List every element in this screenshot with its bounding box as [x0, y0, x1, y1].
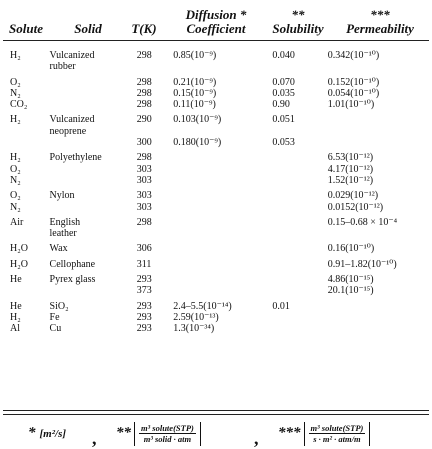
- table-row: [4, 255, 432, 270]
- cell-permeability: 0.152(10⁻¹⁰): [327, 76, 380, 88]
- cell-solute: H₂: [10, 311, 21, 323]
- cell-solid: Wax: [49, 243, 68, 255]
- table-row: [4, 110, 432, 125]
- cell-permeability: [328, 312, 432, 323]
- cell-temperature: 293: [136, 300, 152, 312]
- table-row: [4, 186, 432, 201]
- unit-solubility-denominator: m³ solid · atm: [143, 434, 192, 444]
- cell-solubility: [272, 126, 327, 137]
- cell-permeability: 20.1(10⁻¹⁵): [327, 285, 374, 297]
- cell-solute: [4, 61, 50, 72]
- cell-solubility: 0.01: [272, 300, 290, 312]
- unit-solubility: [116, 420, 201, 447]
- table-row: [4, 73, 432, 88]
- cell-solute: Air: [10, 216, 24, 228]
- cell-permeability: 6.53(10⁻¹²): [327, 152, 374, 164]
- cell-diffusion: 0.180(10⁻⁹): [173, 137, 222, 149]
- unit-solubility-bracket: [134, 422, 201, 446]
- cell-temperature: 290: [136, 114, 152, 126]
- cell-temperature: 298: [136, 152, 152, 164]
- table-row: [4, 164, 432, 175]
- cell-temperature: 306: [136, 243, 152, 255]
- cell-temperature: 293: [136, 323, 152, 335]
- table-row: [4, 323, 432, 334]
- cell-diffusion: [173, 61, 272, 72]
- footer-separator-2: ,: [254, 428, 259, 448]
- cell-solute: [4, 285, 50, 296]
- cell-permeability: [328, 323, 432, 334]
- footer-separator-1: ,: [92, 428, 97, 448]
- cell-solid: rubber: [49, 61, 76, 73]
- cell-diffusion: [173, 175, 272, 186]
- cell-solubility: [272, 323, 327, 334]
- table-body: [4, 50, 432, 335]
- cell-solute: O₂: [10, 163, 21, 175]
- cell-temperature: 303: [136, 201, 152, 213]
- cell-solute: [4, 228, 50, 239]
- cell-solubility: 0.070: [272, 76, 295, 88]
- cell-diffusion: 2.59(10⁻¹³): [173, 311, 219, 323]
- cell-solubility: 0.053: [272, 137, 295, 149]
- cell-solubility: [272, 213, 327, 228]
- cell-solid: Vulcanized: [49, 114, 95, 126]
- cell-solute: H₂: [10, 152, 21, 164]
- cell-temperature: 298: [136, 216, 152, 228]
- cell-solubility: [272, 148, 327, 163]
- cell-temperature: 293: [136, 274, 152, 286]
- table-row: [4, 239, 432, 254]
- header-rule: [3, 40, 429, 41]
- table-row: [4, 213, 432, 228]
- cell-diffusion: [173, 228, 272, 239]
- cell-solute: He: [10, 274, 22, 286]
- cell-diffusion: [173, 148, 272, 163]
- cell-diffusion: 2.4–5.5(10⁻¹⁴): [173, 300, 232, 312]
- table-row: [4, 312, 432, 323]
- cell-temperature: 298: [136, 50, 152, 61]
- cell-solute: H₂O: [10, 243, 28, 255]
- cell-permeability: [328, 137, 432, 148]
- cell-solubility: [272, 175, 327, 186]
- cell-diffusion: 0.15(10⁻⁹): [173, 87, 217, 99]
- cell-permeability: 0.91–1.82(10⁻¹⁰): [327, 258, 397, 270]
- cell-solute: H₂O: [10, 258, 28, 270]
- table-row: [4, 148, 432, 163]
- cell-solid: SiO₂: [49, 300, 69, 312]
- cell-temperature: 311: [136, 258, 152, 270]
- cell-solute: [4, 126, 50, 137]
- header-diffusion-coefficient: Diffusion * Coefficient: [185, 7, 247, 36]
- header-temperature: T(K): [131, 21, 157, 36]
- header-solubility: ** Solubility: [272, 7, 324, 36]
- unit-solubility-numerator: m³ solute(STP): [141, 423, 194, 433]
- cell-permeability: 4.17(10⁻¹²): [327, 163, 374, 175]
- cell-solid: Cellophane: [49, 258, 96, 270]
- table-row: [4, 50, 432, 61]
- table-row: [4, 228, 432, 239]
- cell-permeability: [328, 126, 432, 137]
- cell-solubility: [272, 186, 327, 201]
- header-solid: Solid: [74, 21, 102, 36]
- cell-temperature: 303: [136, 174, 152, 186]
- cell-solid: [50, 73, 137, 88]
- cell-diffusion: [173, 126, 272, 137]
- cell-temperature: 298: [136, 99, 152, 111]
- cell-temperature: [137, 228, 174, 239]
- cell-diffusion: [173, 164, 272, 175]
- cell-diffusion: 0.85(10⁻⁹): [173, 50, 217, 61]
- cell-diffusion: [173, 255, 272, 270]
- cell-solid: Pyrex glass: [49, 274, 96, 286]
- cell-permeability: 1.52(10⁻¹²): [327, 174, 374, 186]
- unit-solubility-mark: **: [116, 425, 131, 441]
- cell-diffusion: [173, 285, 272, 296]
- unit-permeability-numerator: m³ solute(STP): [310, 423, 364, 433]
- cell-permeability: 0.16(10⁻¹⁰): [327, 243, 375, 255]
- unit-solubility-fraction: [139, 423, 196, 444]
- cell-solubility: [272, 270, 327, 285]
- unit-diffusion: [28, 420, 66, 447]
- cell-solute: N₂: [10, 87, 21, 99]
- cell-permeability: 0.054(10⁻¹⁰): [327, 87, 380, 99]
- cell-temperature: 303: [136, 190, 152, 202]
- cell-solubility: [272, 202, 327, 213]
- cell-solid: [50, 99, 137, 110]
- cell-solid: [50, 164, 137, 175]
- cell-solute: O₂: [10, 190, 21, 202]
- unit-permeability-fraction: [309, 423, 366, 444]
- cell-permeability: 0.0152(10⁻¹²): [327, 201, 384, 213]
- cell-solid: Polyethylene: [49, 152, 102, 164]
- cell-solute: He: [10, 300, 22, 312]
- cell-solid: Nylon: [49, 190, 75, 202]
- cell-permeability: [328, 61, 432, 72]
- cell-temperature: 293: [136, 311, 152, 323]
- table-row: [4, 61, 432, 72]
- data-table: [4, 50, 432, 335]
- cell-diffusion: [173, 186, 272, 201]
- cell-solubility: 0.035: [272, 87, 295, 99]
- cell-solubility: 0.90: [272, 99, 290, 111]
- cell-solubility: [272, 312, 327, 323]
- units-footer: [0, 420, 432, 447]
- cell-solute: H₂: [10, 50, 21, 61]
- cell-solid: [50, 88, 137, 99]
- table-row: [4, 270, 432, 285]
- table-row: [4, 88, 432, 99]
- cell-diffusion: 1.3(10⁻³⁴): [173, 323, 215, 335]
- cell-solubility: 0.040: [272, 50, 295, 61]
- table-row: [4, 137, 432, 148]
- table-row: [4, 202, 432, 213]
- cell-temperature: 373: [136, 285, 152, 297]
- cell-solubility: 0.051: [272, 114, 295, 126]
- cell-diffusion: 0.11(10⁻⁹): [173, 99, 216, 111]
- unit-permeability: [278, 420, 370, 447]
- cell-permeability: 0.029(10⁻¹²): [327, 190, 379, 202]
- cell-solubility: [272, 61, 327, 72]
- cell-permeability: 4.86(10⁻¹⁵): [327, 274, 374, 286]
- cell-temperature: 300: [136, 137, 152, 149]
- cell-solid: [50, 285, 137, 296]
- cell-temperature: 303: [136, 163, 152, 175]
- cell-solute: O₂: [10, 76, 21, 88]
- cell-diffusion: 0.103(10⁻⁹): [173, 114, 222, 126]
- cell-solute: CO₂: [10, 99, 28, 111]
- cell-permeability: [328, 110, 432, 125]
- unit-permeability-mark: ***: [278, 425, 301, 441]
- cell-permeability: [328, 297, 432, 312]
- cell-permeability: [328, 228, 432, 239]
- table-row: [4, 126, 432, 137]
- cell-solubility: [272, 228, 327, 239]
- cell-permeability: 0.15–0.68 × 10⁻⁴: [327, 216, 398, 228]
- cell-diffusion: 0.21(10⁻⁹): [173, 76, 217, 88]
- cell-solubility: [272, 255, 327, 270]
- cell-permeability: 1.01(10⁻¹⁰): [327, 99, 375, 111]
- cell-solute: N₂: [10, 174, 21, 186]
- cell-solubility: [272, 239, 327, 254]
- cell-solubility: [272, 285, 327, 296]
- cell-diffusion: [173, 202, 272, 213]
- cell-solid: Fe: [49, 311, 60, 323]
- cell-solute: Al: [10, 323, 20, 335]
- unit-permeability-denominator: s · m² · atm/m: [313, 434, 361, 444]
- cell-solid: [50, 202, 137, 213]
- unit-diffusion-text: [m²/s]: [39, 427, 67, 440]
- cell-solid: leather: [49, 228, 77, 240]
- table-row: [4, 285, 432, 296]
- header-permeability: *** Permeability: [346, 7, 414, 36]
- cell-solute: H₂: [10, 114, 21, 126]
- table-row: [4, 297, 432, 312]
- cell-permeability: 0.342(10⁻¹⁰): [327, 50, 380, 61]
- table-row: [4, 99, 432, 110]
- cell-solid: Cu: [49, 323, 62, 335]
- cell-solute: N₂: [10, 201, 21, 213]
- footer-rule: [3, 414, 429, 415]
- cell-solubility: [272, 164, 327, 175]
- unit-permeability-bracket: [304, 422, 371, 446]
- cell-diffusion: [173, 213, 272, 228]
- cell-temperature: 298: [136, 76, 152, 88]
- cell-diffusion: [173, 239, 272, 254]
- cell-solid: neoprene: [49, 125, 87, 137]
- cell-diffusion: [173, 270, 272, 285]
- unit-diffusion-mark: *: [28, 425, 36, 441]
- cell-solid: English: [49, 216, 81, 228]
- header-solute: Solute: [9, 21, 43, 36]
- table-row: [4, 175, 432, 186]
- cell-solute: [4, 137, 50, 148]
- cell-temperature: [137, 61, 174, 72]
- cell-solid: [50, 137, 137, 148]
- table-bottom-rule: [3, 410, 429, 411]
- cell-temperature: 298: [136, 87, 152, 99]
- cell-solid: Vulcanized: [49, 50, 95, 61]
- cell-solid: [50, 175, 137, 186]
- cell-temperature: [137, 126, 174, 137]
